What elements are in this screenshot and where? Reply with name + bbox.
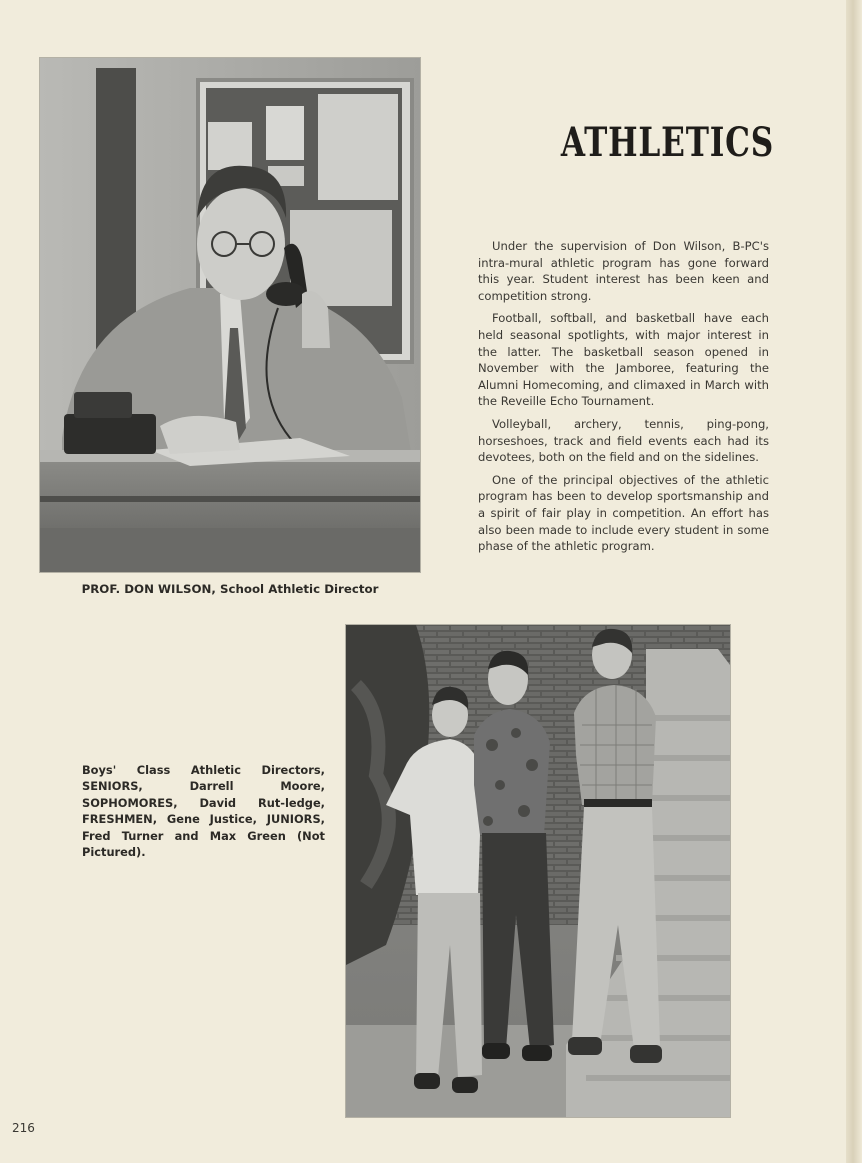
page-number: 216 <box>12 1121 35 1135</box>
paragraph-1: Under the supervision of Don Wilson, B-PC's intra-mural athletic program has gone forward this year. Student interest has been keen and competition strong. <box>478 239 769 303</box>
page-title: ATHLETICS <box>560 118 775 166</box>
page-edge <box>846 0 862 1163</box>
paragraph-3: Volleyball, archery, tennis, ping-pong, horseshoes, track and field events each had its devotees, both on the field and on the sidelines. <box>478 416 769 465</box>
photo-director <box>40 58 420 572</box>
paragraph-2: Football, softball, and basketball have each held seasonal spotlights, with major interest in the latter. The basketball season opened in November with the Jamboree, featuring the Alumni Homecoming, and climaxed in March with the Reveille Echo Tournament. <box>478 311 769 409</box>
article-body <box>478 238 769 561</box>
photo-class-directors-caption: Boys' Class Athletic Directors, SENIORS, Darrell Moore, SOPHOMORES, David Rut-ledge, FRESHMEN, Gene Justice, JUNIORS, Fred Turner and Max Green (Not Pictured). <box>82 763 325 860</box>
paragraph-4: One of the principal objectives of the athletic program has been to develop sportsmanship and a spirit of fair play in competition. An effort has also been made to include every student in some phase of the athletic program. <box>478 472 769 554</box>
photo-director-caption: PROF. DON WILSON, School Athletic Director <box>81 582 379 596</box>
photo-class-directors <box>346 625 730 1117</box>
